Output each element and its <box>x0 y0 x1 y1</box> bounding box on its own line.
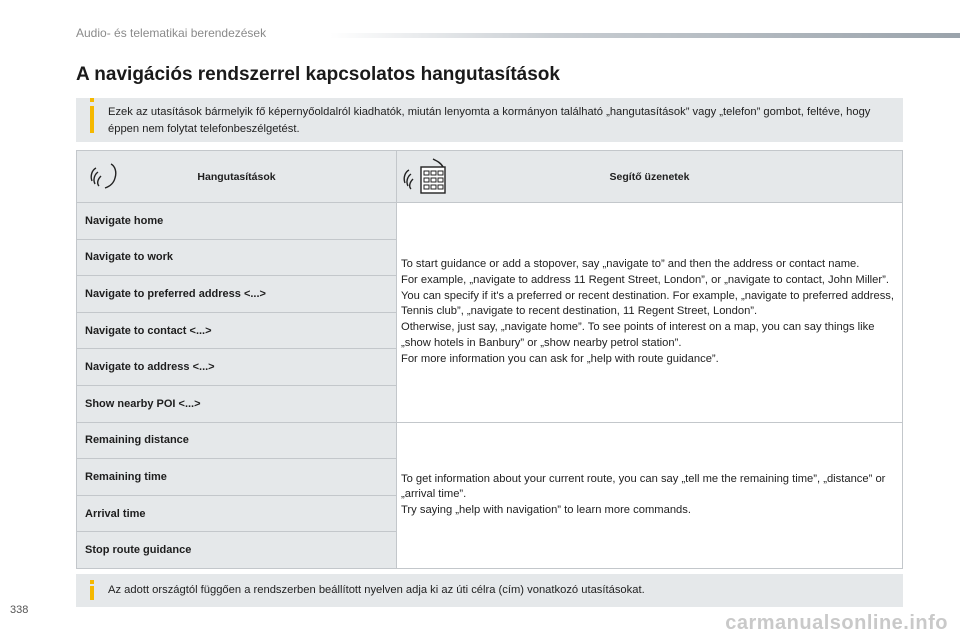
info-note-top <box>76 98 903 142</box>
column-header-messages <box>397 151 903 203</box>
watermark: carmanualsonline.info <box>725 612 948 634</box>
voice-command-icon <box>89 160 121 192</box>
help-message-line: You can specify if it's a preferred or recent destination. For example, „navigate to preferred address, Tennis club”, „navigate to recent destination, 11 Regent Street, London”. <box>401 289 894 318</box>
info-note-top-text: Ezek az utasítások bármelyik fő képernyőoldalról kiadhatók, miután lenyomta a kormányon található „hangutasítások” vagy „telefon” gombot, feltéve, hogy éppen nem folytat telefonbeszélgetést. <box>108 106 871 135</box>
info-icon-bar <box>90 106 94 133</box>
command-cell: Navigate to address <...> <box>77 349 397 386</box>
help-message-line: Try saying „help with navigation” to learn more commands. <box>401 504 691 517</box>
help-message-line: For example, „navigate to address 11 Regent Street, London”, or „navigate to contact, John Miller”. <box>401 273 889 286</box>
command-cell: Stop route guidance <box>77 532 397 569</box>
help-message-cell <box>397 203 903 423</box>
table-header-row <box>77 151 903 203</box>
command-cell: Navigate to work <box>77 239 397 276</box>
command-cell: Remaining distance <box>77 422 397 459</box>
column-header-commands <box>77 151 397 203</box>
column-header-commands-label: Hangutasítások <box>197 170 276 183</box>
voice-commands-table <box>76 150 903 569</box>
column-header-messages-label: Segítő üzenetek <box>609 170 690 183</box>
help-message-line: To get information about your current route, you can say „tell me the remaining time”, „distance” or „arrival time”. <box>401 472 886 501</box>
command-cell: Arrival time <box>77 495 397 532</box>
command-cell: Navigate to preferred address <...> <box>77 276 397 313</box>
info-icon <box>90 580 94 584</box>
info-icon-bar <box>90 586 94 600</box>
help-message-cell <box>397 422 903 568</box>
help-message-line: To start guidance or add a stopover, say „navigate to” and then the address or contact name. <box>401 257 860 270</box>
page-number: 338 <box>10 604 29 616</box>
info-note-bottom <box>76 574 903 607</box>
voice-help-screen-icon <box>403 157 449 197</box>
info-icon <box>90 98 94 102</box>
header-decorative-bar <box>330 33 960 38</box>
info-note-bottom-text: Az adott országtól függően a rendszerben beállított nyelven adja ki az úti célra (cím) vonatkozó utasításokat. <box>108 584 645 596</box>
page-title: A navigációs rendszerrel kapcsolatos hangutasítások <box>76 64 560 85</box>
command-cell: Remaining time <box>77 459 397 496</box>
help-message-line: Otherwise, just say, „navigate home”. To see points of interest on a map, you can say things like „show hotels in Banbury” or „show nearby petrol station”. <box>401 321 875 349</box>
section-header: Audio- és telematikai berendezések <box>76 26 267 40</box>
command-cell: Show nearby POI <...> <box>77 385 397 422</box>
table-row <box>77 203 903 240</box>
command-cell: Navigate to contact <...> <box>77 312 397 349</box>
table-row <box>77 422 903 459</box>
help-message-line: For more information you can ask for „help with route guidance”. <box>401 352 719 365</box>
command-cell: Navigate home <box>77 203 397 240</box>
